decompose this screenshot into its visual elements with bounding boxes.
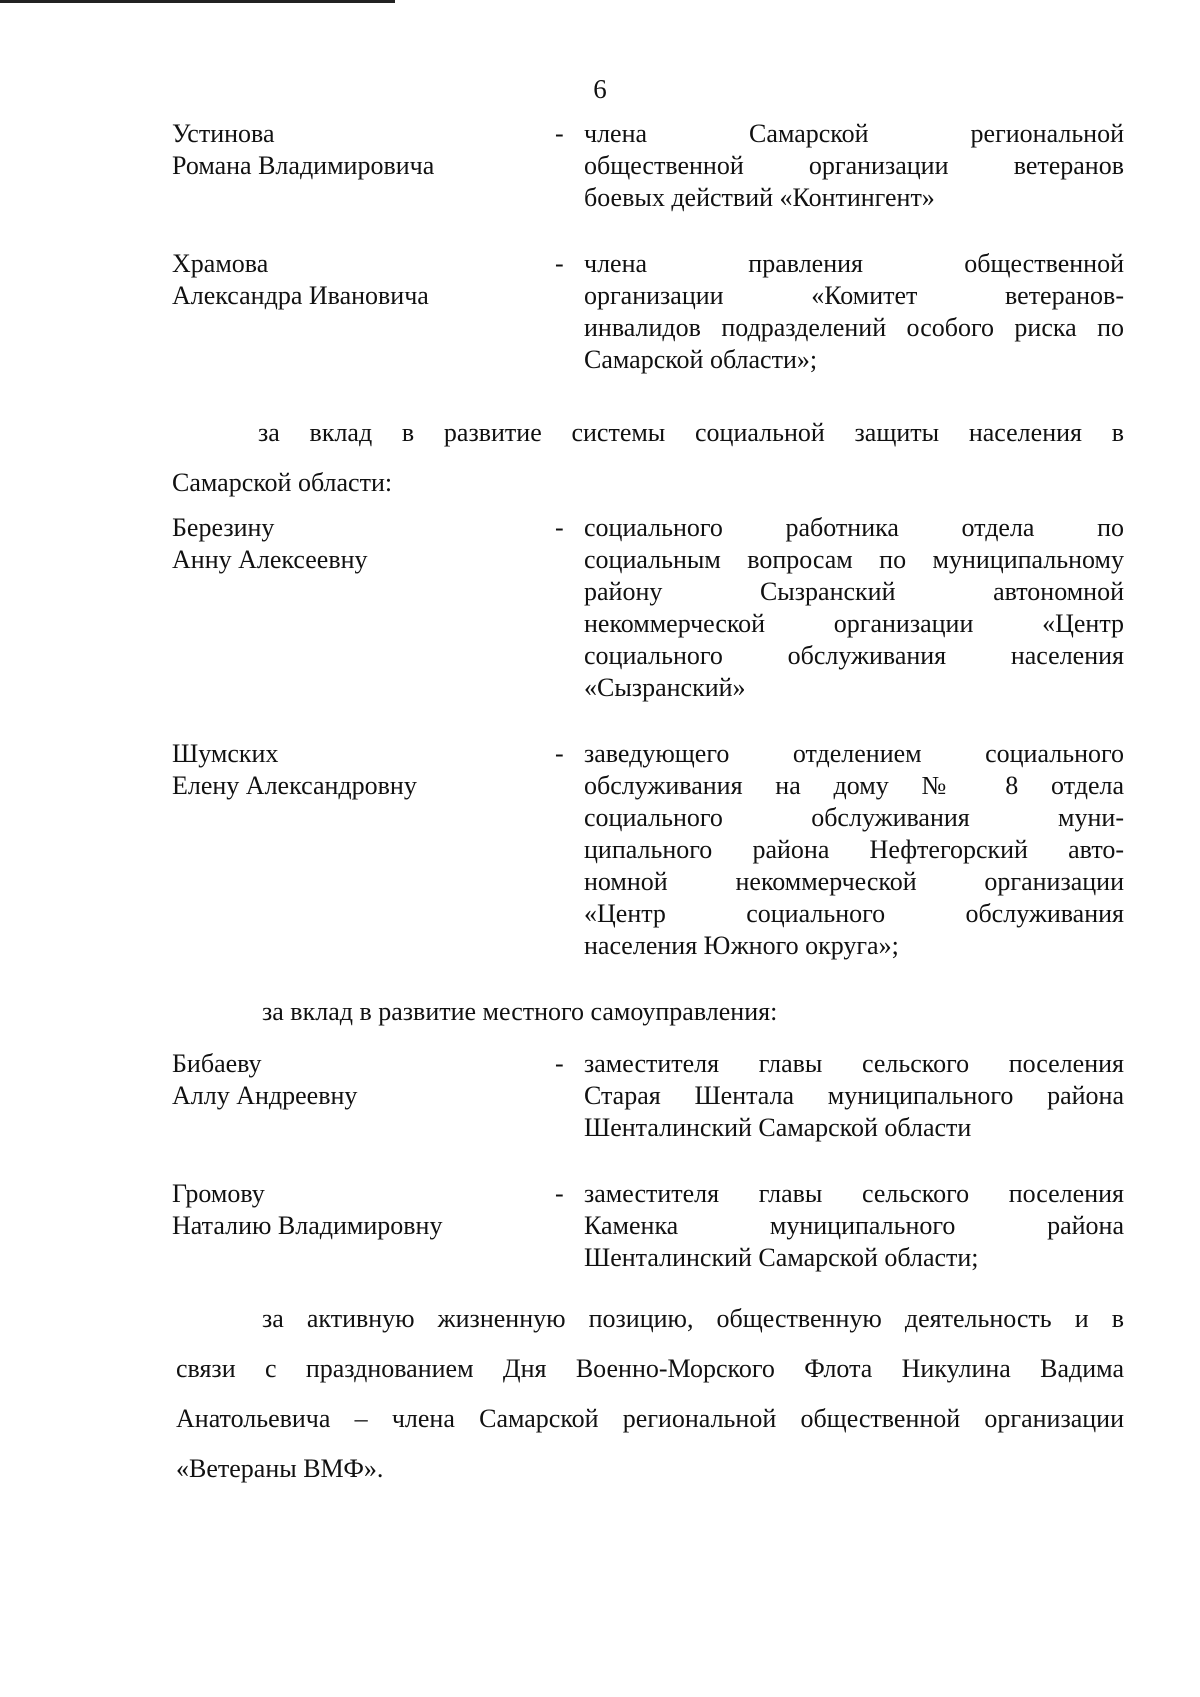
person-name: Громову Наталию Владимировну [172,1179,443,1240]
person-name: Храмова Александра Ивановича [172,249,429,310]
page-number: 6 [593,74,607,104]
top-rule [0,0,395,3]
person-position: заместителя главы сельского поселения Каменка муниципального района Шенталинский Самарской области; [584,1179,1124,1272]
person-position: заместителя главы сельского поселения Старая Шентала муниципального района Шенталинский Самарской области [584,1049,1124,1142]
person-name: Устинова Романа Владимировича [172,119,435,180]
person-position: заведующего отделением социального обслуживания на дому № 8 отдела социального обслуживания муни- ципального района Нефтегорский авто- номной некоммерческой организации «Центр социального обслуживания населения Южного округа»; [584,739,1124,960]
person-position: социального работника отдела по социальным вопросам по муниципальному району Сызранский автономной некоммерческой организации «Центр социального обслуживания населения «Сызранский» [584,513,1124,702]
entry-dash: - [555,119,564,148]
section-heading-social-protection: за вклад в развитие системы социальной защиты населения в Самарской области: [172,418,1124,497]
person-position: члена Самарской региональной общественной организации ветеранов боевых действий «Контингент» [584,119,1124,212]
entry-dash: - [555,1049,564,1078]
entry-dash: - [555,1179,564,1208]
entry-dash: - [555,513,564,542]
person-name: Березину Анну Алексеевну [172,513,368,574]
person-name: Шумских Елену Александровну [172,739,417,800]
person-name: Бибаеву Аллу Андреевну [172,1049,358,1110]
person-position: члена правления общественной организации «Комитет ветеранов- инвалидов подразделений особого риска по Самарской области»; [584,249,1124,374]
entry-dash: - [555,249,564,278]
entry-dash: - [555,739,564,768]
closing-paragraph: за активную жизненную позицию, общественную деятельность и в связи с празднованием Дня Военно-Морского Флота Никулина Вадима Анатольевича – члена Самарской региональной общественной организации «Ветераны ВМФ». [176,1304,1124,1483]
section-heading-local-government: за вклад в развитие местного самоуправления: [262,997,778,1026]
